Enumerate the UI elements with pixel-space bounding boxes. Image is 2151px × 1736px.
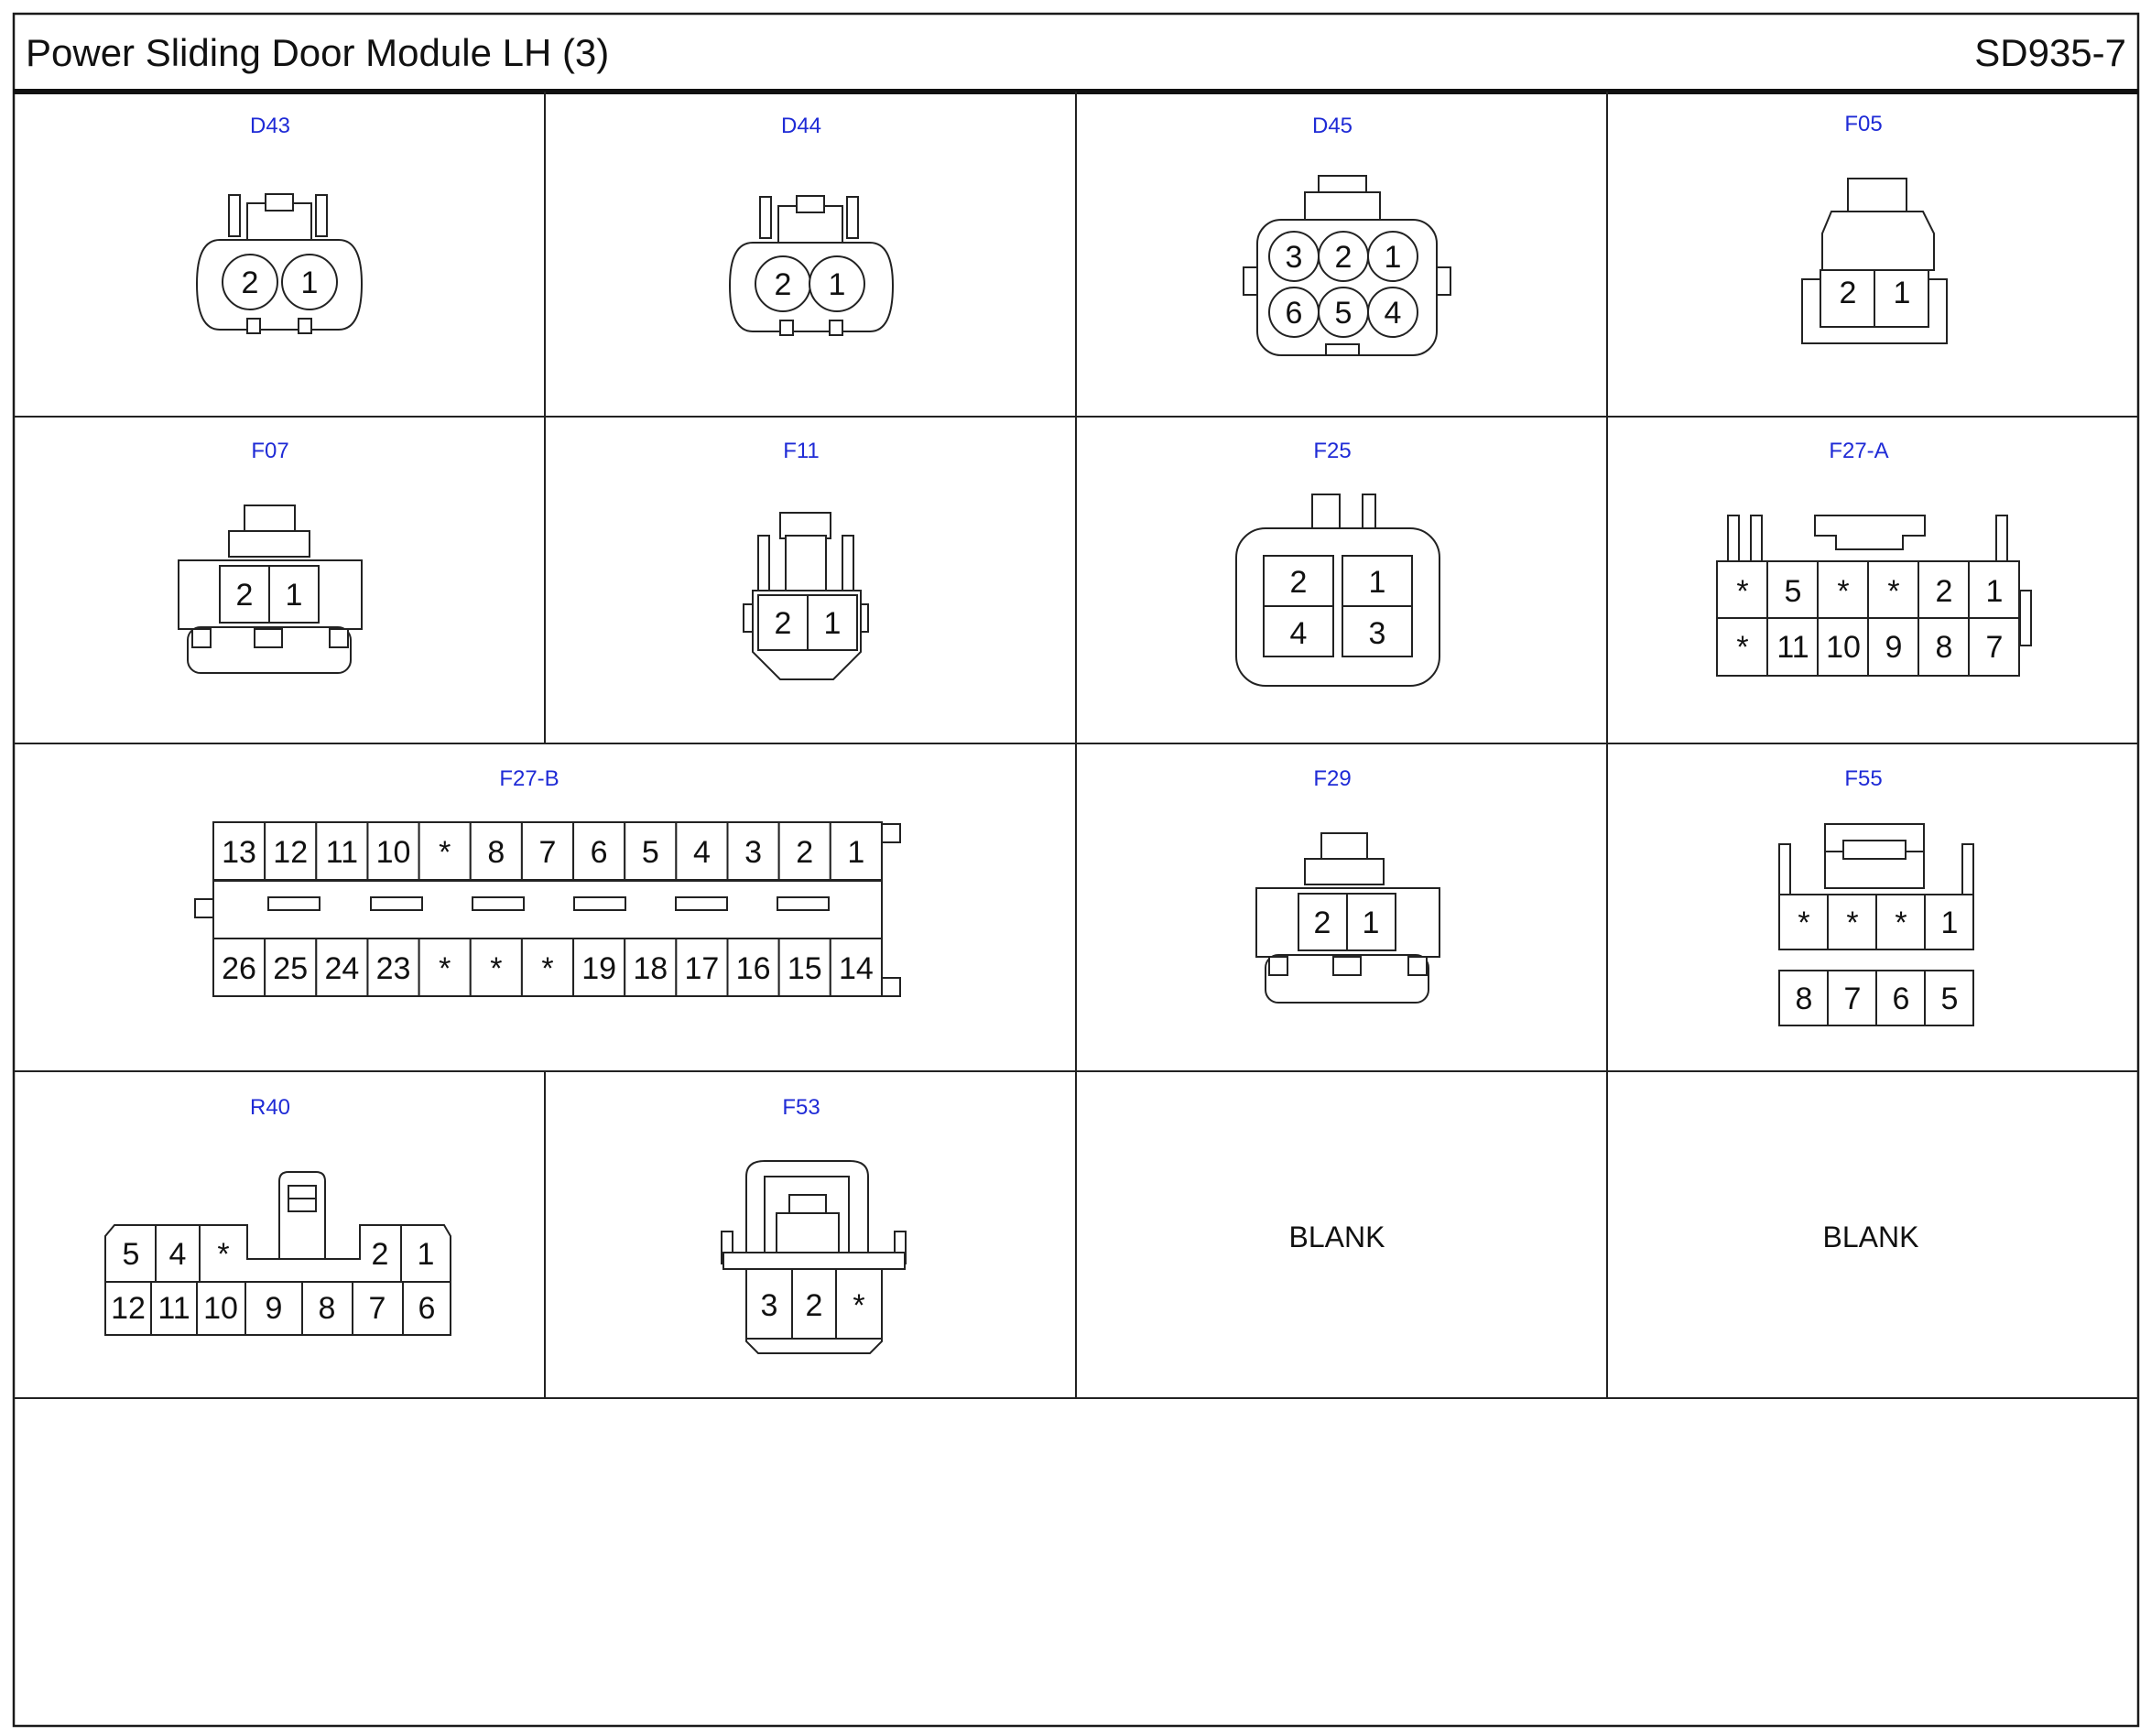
pin-label: 5 [1784,574,1802,609]
connector-f25 [1236,494,1439,686]
pin-label: 10 [203,1291,238,1326]
connector-label-d43: D43 [249,114,291,138]
pin-label: 1 [417,1237,435,1272]
pin-label: 15 [787,951,822,986]
pin-label: 12 [273,835,309,870]
pin-label: 14 [838,951,874,986]
pin-label: * [490,951,503,986]
pin-label: 2 [1313,906,1331,940]
pin-label: 1 [1368,565,1386,600]
pin-label: 7 [1985,630,2004,665]
pin-label: 26 [222,951,256,986]
pin-label: 19 [581,951,617,986]
pin-label: * [439,951,451,986]
connector-f27b [195,822,900,996]
connector-f53 [722,1161,906,1353]
pin-label: 5 [1334,296,1353,331]
connector-label-f07: F07 [251,439,289,463]
pin-label: 8 [1795,982,1813,1016]
pin-label: 24 [324,951,360,986]
pin-label: * [1895,906,1907,940]
pin-label: 1 [300,266,319,300]
connector-d44 [730,196,893,335]
pin-label: 1 [847,835,865,870]
connector-label-d45: D45 [1311,114,1353,138]
connector-label-f29: F29 [1313,766,1352,791]
pin-label: 6 [418,1291,436,1326]
pin-label: 1 [823,606,842,641]
pin-label: 2 [1935,574,1953,609]
pin-label: 3 [760,1288,778,1323]
pin-label: 7 [1843,982,1862,1016]
pin-label: 6 [1285,296,1303,331]
connector-label-f55: F55 [1844,766,1883,791]
connector-d45 [1244,176,1450,355]
pin-label: 1 [1940,906,1959,940]
blank-cell-1: BLANK [1288,1221,1385,1253]
pin-label: 4 [1384,296,1402,331]
connector-f29 [1256,833,1439,1003]
pin-label: 3 [1285,240,1303,275]
pin-label: 11 [158,1291,190,1326]
pin-label: * [1837,574,1850,609]
pin-label: * [1887,574,1900,609]
blank-cell-2: BLANK [1822,1221,1919,1253]
pin-label: 7 [368,1291,386,1326]
pin-label: 1 [1985,574,2004,609]
pin-label: 3 [1368,616,1386,651]
pin-label: 2 [371,1237,389,1272]
pin-label: 4 [1289,616,1308,651]
pin-label: 2 [1334,240,1353,275]
pin-label: 2 [235,578,254,613]
connector-f11 [744,513,868,679]
pin-label: * [1846,906,1859,940]
pin-label: 5 [122,1237,140,1272]
connector-f05 [1802,179,1947,343]
pin-label: * [1798,906,1810,940]
page-code: SD935-7 [1974,31,2126,74]
pin-label: 8 [318,1291,336,1326]
pin-label: 4 [692,835,711,870]
connector-f55 [1779,824,1973,1025]
pin-label: 1 [828,267,846,302]
pin-label: 3 [744,835,763,870]
connector-r40 [105,1172,451,1335]
connector-label-f27b: F27-B [499,766,559,791]
pin-label: 10 [375,835,411,870]
pin-label: 25 [273,951,309,986]
pin-label: 10 [1826,630,1861,665]
pin-label: 2 [805,1288,823,1323]
pin-label: 5 [1940,982,1959,1016]
pin-label: 2 [774,267,792,302]
pin-label: * [853,1288,865,1323]
pin-label: 16 [735,951,771,986]
pin-label: 18 [633,951,668,986]
pin-label: * [1736,574,1749,609]
pin-label: 13 [222,835,256,870]
pin-label: 6 [590,835,608,870]
pin-label: 23 [375,951,411,986]
pin-label: 4 [168,1237,187,1272]
pin-label: * [1736,630,1749,665]
pin-label: 17 [684,951,720,986]
pin-label: 1 [1362,906,1380,940]
pin-label: 8 [487,835,505,870]
pin-label: * [217,1237,230,1272]
connector-label-f25: F25 [1313,439,1352,463]
pin-label: * [541,951,554,986]
pin-label: 1 [1893,276,1911,310]
connector-label-f27a: F27-A [1829,439,1889,463]
pin-label: 2 [796,835,814,870]
pin-label: 7 [538,835,557,870]
pin-label: 6 [1892,982,1910,1016]
pin-label: 2 [774,606,792,641]
connector-f07 [179,505,362,673]
connector-label-f11: F11 [783,439,820,463]
connector-label-f05: F05 [1844,112,1883,136]
page-title: Power Sliding Door Module LH (3) [26,31,610,74]
pin-label: * [439,835,451,870]
pin-label: 1 [1384,240,1402,275]
pin-label: 11 [325,835,359,870]
pin-label: 8 [1935,630,1953,665]
connector-d43 [197,194,362,333]
pin-label: 2 [1839,276,1857,310]
pin-label: 5 [641,835,659,870]
pin-label: 2 [241,266,259,300]
pin-label: 12 [111,1291,146,1326]
connector-label-f53: F53 [782,1095,820,1120]
connector-label-r40: R40 [249,1095,291,1120]
connector-f27a [1717,515,2031,676]
connector-label-d44: D44 [780,114,822,138]
pin-label: 9 [1885,630,1903,665]
pin-label: 11 [1776,630,1809,665]
pin-label: 2 [1289,565,1308,600]
pin-label: 9 [265,1291,283,1326]
pin-label: 1 [285,578,303,613]
